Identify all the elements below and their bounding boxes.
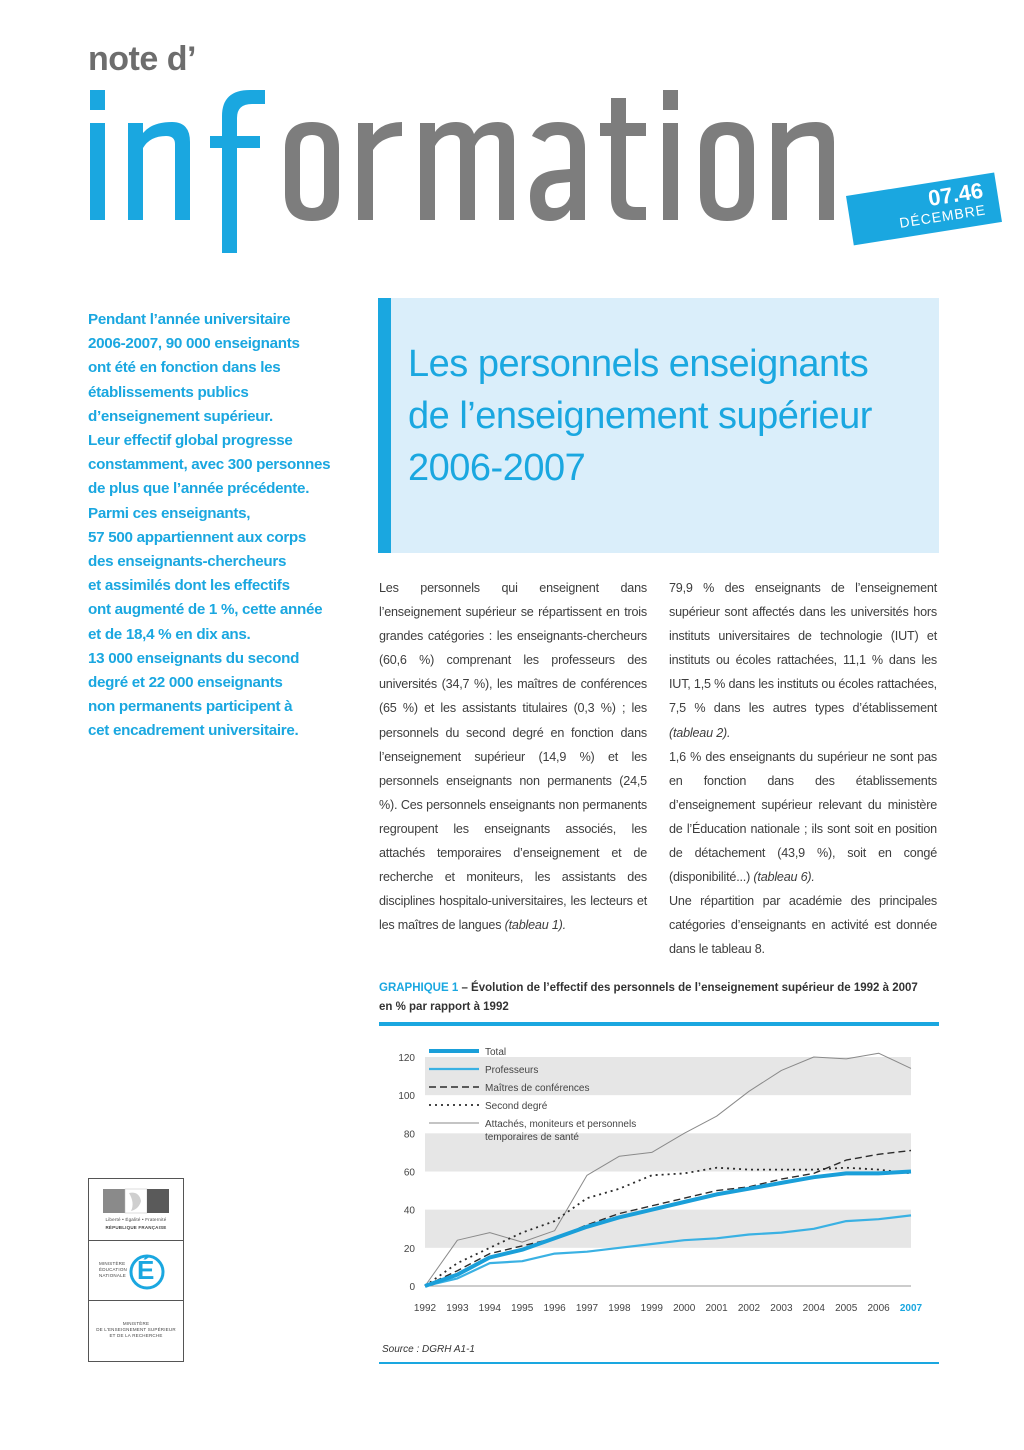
x-tick-label: 2002 — [737, 1303, 761, 1314]
mesr-line: MINISTÈRE — [122, 1321, 150, 1326]
title-line: Les personnels enseignants — [408, 343, 869, 385]
rf-name: RÉPUBLIQUE FRANÇAISE — [105, 1225, 167, 1230]
y-tick-label: 0 — [409, 1282, 415, 1293]
x-tick-label: 2007 — [899, 1303, 923, 1314]
education-nationale-logo — [89, 1241, 183, 1301]
title-line: 2006-2007 — [408, 447, 586, 489]
summary-line: degré et 22 000 enseignants — [88, 674, 283, 692]
x-tick-label: 2001 — [705, 1303, 728, 1314]
brand-prefix: note d’ — [88, 40, 196, 78]
table-reference: (tableau 6). — [753, 870, 815, 885]
y-tick-label: 60 — [403, 1167, 415, 1179]
title-accent-bar — [378, 298, 391, 553]
legend-label: Attachés, moniteurs et personnels — [485, 1119, 637, 1130]
chart-caption-dash: – — [458, 982, 472, 994]
summary-line: ont augmenté de 1 %, cette année — [88, 601, 323, 619]
summary-line: Parmi ces enseignants, — [88, 504, 251, 522]
summary-line: et de 18,4 % en dix ans. — [88, 625, 251, 643]
page-title — [408, 338, 938, 494]
men-line: MINISTÈRE — [99, 1261, 126, 1266]
x-tick-label: 2005 — [835, 1303, 858, 1314]
x-tick-label: 2006 — [867, 1303, 890, 1314]
table-reference: (tableau 2). — [669, 725, 731, 740]
issue-month: DÉCEMBRE — [898, 201, 988, 231]
summary-line: constamment, avec 300 personnes — [88, 456, 331, 474]
chart-caption-label: GRAPHIQUE 1 — [379, 982, 459, 994]
mesr-logo — [89, 1301, 183, 1363]
summary-line: cet encadrement universitaire. — [88, 722, 299, 740]
mesr-line: DE L’ENSEIGNEMENT SUPÉRIEUR — [96, 1327, 176, 1332]
body-text: Les personnels qui enseignent dans l’enseignement supérieur se répartissent en trois grandes catégories : les enseignants-chercheurs (60,6 %) comprenant les professeurs des universités (34,7 %), les maîtres de conférences (65 %) et les assistants titulaires (0,3 %) ; les personnels du second degré en fonction dans l’enseignement supérieur (14,9 %) et les personnels enseignants non permanents (24,5 %). Ces personnels enseignants non permanents regroupent les enseignants associés, les attachés temporaires d’enseignement et de recherche et moniteurs, les assistants des disciplines hospitalo-universitaires, les lecteurs et les maîtres de langues — [379, 581, 647, 933]
legend-label: Total — [485, 1047, 507, 1058]
body-paragraph — [669, 745, 937, 890]
men-line: ÉDUCATION — [99, 1267, 127, 1272]
chart-caption — [379, 979, 919, 1017]
summary-line: Leur effectif global progresse — [88, 432, 293, 450]
summary-line: non permanents participent à — [88, 698, 293, 716]
legend-label: temporaires de santé — [485, 1132, 579, 1143]
x-tick-label: 2004 — [802, 1303, 825, 1314]
x-tick-label: 1994 — [478, 1303, 501, 1314]
summary-line: 13 000 enseignants du second — [88, 649, 300, 667]
evolution-line-chart — [379, 1026, 939, 1341]
y-tick-label: 80 — [403, 1129, 415, 1141]
body-text: 79,9 % des enseignants de l’enseignement supérieur sont affectés dans les universités hors instituts universitaires de technologie (IUT) et instituts ou écoles rattachées, 11,1 % dans les IUT, 1,5 % dans les instituts ou écoles rattachées, 7,5 % dans les autres types d’établissement — [669, 581, 937, 716]
summary-line: d’enseignement supérieur. — [88, 407, 273, 425]
body-paragraph — [669, 889, 937, 961]
x-tick-label: 1993 — [446, 1303, 469, 1314]
x-tick-label: 1997 — [575, 1303, 599, 1314]
x-tick-label: 1996 — [543, 1303, 566, 1314]
summary-line: établissements publics — [88, 383, 249, 401]
x-tick-label: 1992 — [413, 1303, 437, 1314]
chart-bottom-rule — [379, 1362, 939, 1364]
mesr-text — [91, 1321, 181, 1339]
mesr-line: ET DE LA RECHERCHE — [109, 1333, 163, 1338]
summary-line: 57 500 appartiennent aux corps — [88, 528, 307, 546]
men-line: NATIONALE — [99, 1273, 126, 1278]
legend-label: Second degré — [485, 1101, 548, 1112]
table-reference: (tableau 1). — [504, 918, 566, 933]
x-tick-label: 1995 — [511, 1303, 534, 1314]
title-line: de l’enseignement supérieur — [408, 395, 872, 437]
summary-text — [88, 308, 356, 744]
x-tick-label: 1999 — [640, 1303, 663, 1314]
x-tick-label: 2000 — [673, 1303, 696, 1314]
y-tick-label: 120 — [398, 1053, 415, 1064]
legend-label: Maîtres de conférences — [485, 1083, 590, 1094]
body-text: 1,6 % des enseignants du supérieur ne sont pas en fonction dans des établissements d’enseignement supérieur relevant du ministère de l’Éducation nationale ; ils sont soit en position de détachement (43,9 %), soit en congé (disponibilité...) — [669, 749, 937, 885]
legend-label: Professeurs — [485, 1065, 539, 1076]
summary-line: des enseignants-chercheurs — [88, 553, 287, 571]
chart-caption-text: Évolution de l’effectif des personnels de l’enseignement supérieur de 1992 à 2007 en % par rapport à 1992 — [379, 982, 918, 1013]
x-tick-label: 1998 — [608, 1303, 631, 1314]
chart-source: Source : DGRH A1-1 — [382, 1344, 475, 1355]
summary-line: et assimilés dont les effectifs — [88, 577, 290, 595]
ministry-logos — [88, 1178, 184, 1362]
body-paragraph — [379, 576, 647, 937]
rf-motto: Liberté • Égalité • Fraternité — [105, 1217, 167, 1222]
summary-line: Pendant l’année universitaire — [88, 311, 291, 328]
y-tick-label: 40 — [403, 1205, 415, 1217]
y-tick-label: 20 — [403, 1243, 415, 1255]
summary-line: ont été en fonction dans les — [88, 359, 281, 377]
x-tick-label: 2003 — [770, 1303, 793, 1314]
body-text: Une répartition par académie des principales catégories d’enseignants en activité est donnée dans le tableau 8. — [669, 894, 937, 957]
men-text — [99, 1261, 127, 1279]
masthead-information-wordmark — [80, 78, 900, 258]
body-paragraph — [669, 576, 937, 745]
summary-line: 2006-2007, 90 000 enseignants — [88, 335, 300, 353]
body-column-right — [669, 576, 937, 962]
republique-francaise-logo — [89, 1179, 183, 1241]
education-e-letter: É — [137, 1255, 155, 1285]
issue-number: 07.46 — [926, 177, 985, 211]
y-tick-label: 100 — [398, 1091, 415, 1103]
body-column-left — [379, 576, 647, 937]
summary-line: de plus que l’année précédente. — [88, 480, 310, 498]
